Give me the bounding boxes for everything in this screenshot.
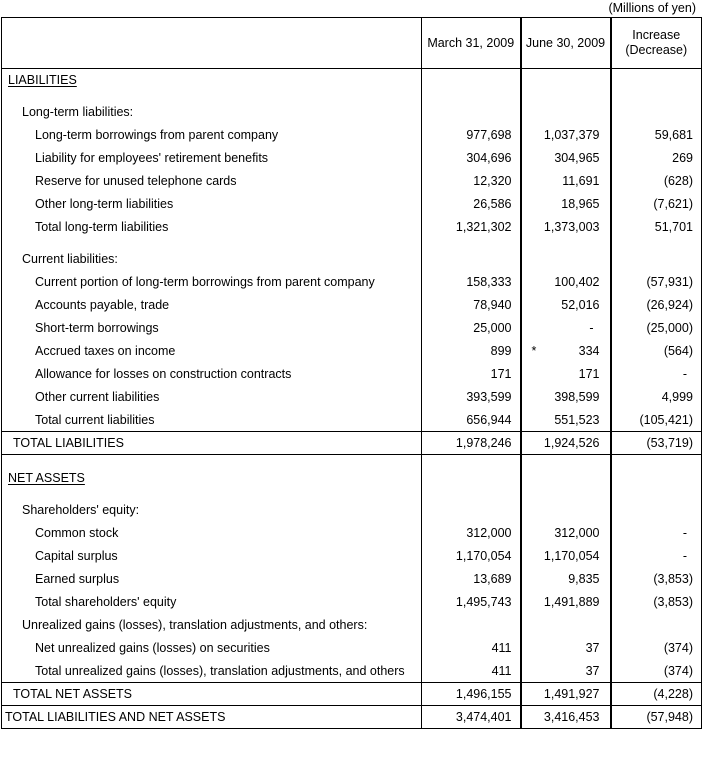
table-row: [2, 614, 702, 637]
cell-march-2009: [422, 614, 521, 637]
cell-june-2009-value: 171: [578, 367, 600, 381]
cell-increase-decrease: [611, 545, 702, 568]
row-label: Other current liabilities: [35, 390, 160, 404]
cell-march-2009: [422, 660, 521, 683]
total-liabilities-and-net-assets-row-increase-decrease-value: (57,948): [646, 710, 693, 724]
row-label-cell: [2, 660, 422, 683]
cell-increase-decrease: [611, 499, 702, 522]
spacer-label: [2, 239, 422, 248]
total-net-assets-row-label: TOTAL NET ASSETS: [13, 687, 133, 701]
cell-june-2009-value: 1,491,889: [543, 595, 600, 609]
cell-march-2009-value: 411: [491, 641, 512, 655]
row-label-cell: [2, 522, 422, 545]
cell-march-2009: [422, 248, 521, 271]
cell-increase-decrease: [611, 660, 702, 683]
cell-march-2009: [422, 193, 521, 216]
cell-june-2009-value: 37: [585, 641, 600, 655]
cell-march-2009: [422, 271, 521, 294]
cell-june-2009: [521, 363, 611, 386]
cell-increase-decrease-value: -: [682, 367, 687, 381]
total-net-assets-row-march-2009-value: 1,496,155: [455, 687, 512, 701]
cell-june-2009-value: 11,691: [562, 174, 600, 188]
total-net-assets-row-increase-decrease: [611, 683, 702, 706]
cell-march-2009: [422, 363, 521, 386]
row-label: Capital surplus: [35, 549, 118, 563]
cell-june-2009-value: * 334: [531, 344, 600, 358]
cell-increase-decrease-value: (3,853): [653, 572, 693, 586]
spacer-mar: [422, 92, 521, 101]
cell-june-2009-value: 1,037,379: [543, 128, 600, 142]
table-row: [2, 216, 702, 239]
spacer-label: [2, 92, 422, 101]
row-label: Accounts payable, trade: [35, 298, 170, 312]
row-label-cell: [2, 499, 422, 522]
cell-increase-decrease: [611, 409, 702, 432]
total-liabilities-row-march-2009: [422, 432, 521, 455]
cell-increase-decrease: [611, 216, 702, 239]
row-label-cell: [2, 216, 422, 239]
total-liabilities-row: [2, 432, 702, 455]
cell-march-2009: [422, 499, 521, 522]
cell-increase-decrease: [611, 101, 702, 124]
cell-increase-decrease-value: (3,853): [653, 595, 693, 609]
spacer-row: [2, 239, 702, 248]
total-liabilities-row-june-2009-value: 1,924,526: [543, 436, 600, 450]
total-liabilities-row-june-2009: [521, 432, 611, 455]
cell-increase-decrease: [611, 317, 702, 340]
units-note: (Millions of yen): [608, 1, 696, 15]
cell-march-2009: [422, 170, 521, 193]
table-row: [2, 568, 702, 591]
total-liabilities-row-march-2009-value: 1,978,246: [455, 436, 512, 450]
row-label: Short-term borrowings: [35, 321, 159, 335]
cell-june-2009: [521, 147, 611, 170]
section-heading-net-assets: [2, 467, 702, 490]
row-label-cell: [2, 147, 422, 170]
table-row: [2, 193, 702, 216]
spacer-jun: [521, 92, 611, 101]
cell-june-2009: [521, 637, 611, 660]
cell-march-2009: [422, 147, 521, 170]
cell-march-2009-value: 312,000: [466, 526, 512, 540]
cell-march-2009: [422, 386, 521, 409]
spacer-row: [2, 92, 702, 101]
section-heading-liabilities-mar: [422, 69, 521, 92]
row-label: Long-term borrowings from parent company: [35, 128, 279, 142]
cell-increase-decrease: [611, 124, 702, 147]
section-heading-liabilities-jun: [521, 69, 611, 92]
total-net-assets-row: [2, 683, 702, 706]
spacer-label: [2, 455, 422, 467]
cell-march-2009: [422, 101, 521, 124]
cell-june-2009: [521, 101, 611, 124]
total-liabilities-and-net-assets-row-label-cell: [2, 706, 422, 729]
footnote-marker-asterisk: *: [531, 344, 537, 358]
table-row: [2, 386, 702, 409]
cell-june-2009: [521, 660, 611, 683]
cell-march-2009-value: 13,689: [473, 572, 512, 586]
cell-june-2009: [521, 409, 611, 432]
cell-increase-decrease-value: -: [682, 549, 687, 563]
cell-june-2009-value: 18,965: [561, 197, 600, 211]
spacer-inc: [611, 455, 702, 467]
row-label-cell: [2, 363, 422, 386]
cell-increase-decrease: [611, 170, 702, 193]
cell-march-2009-value: 171: [490, 367, 512, 381]
spacer-jun: [521, 455, 611, 467]
row-label: Net unrealized gains (losses) on securities: [35, 641, 270, 655]
spacer-mar: [422, 239, 521, 248]
section-heading-liabilities-inc: [611, 69, 702, 92]
cell-march-2009: [422, 545, 521, 568]
cell-march-2009: [422, 568, 521, 591]
total-liabilities-and-net-assets-row: [2, 706, 702, 729]
row-label-cell: [2, 124, 422, 147]
cell-increase-decrease: [611, 386, 702, 409]
cell-june-2009-value: 312,000: [554, 526, 600, 540]
cell-june-2009: [521, 545, 611, 568]
cell-march-2009: [422, 522, 521, 545]
cell-march-2009-value: 656,944: [466, 412, 512, 427]
cell-june-2009-value: 100,402: [554, 275, 600, 289]
row-label-cell: [2, 409, 422, 432]
cell-increase-decrease: [611, 193, 702, 216]
table-row: [2, 271, 702, 294]
table-row: [2, 660, 702, 683]
cell-march-2009-value: 393,599: [466, 390, 512, 404]
row-label: Total unrealized gains (losses), translation adjustments, and others: [35, 663, 405, 678]
header-march-2009: March 31, 2009: [422, 18, 521, 69]
row-label: Long-term liabilities:: [22, 105, 134, 119]
table-row: [2, 545, 702, 568]
row-label: Liability for employees' retirement benefits: [35, 151, 269, 165]
cell-increase-decrease: [611, 363, 702, 386]
row-label-cell: [2, 170, 422, 193]
cell-march-2009-value: 1,321,302: [455, 220, 512, 234]
section-heading-liabilities-cell: [2, 69, 422, 92]
cell-increase-decrease: [611, 568, 702, 591]
row-label-cell: [2, 614, 422, 637]
section-heading-net-assets-text: NET ASSETS: [8, 471, 85, 485]
cell-increase-decrease: [611, 147, 702, 170]
row-label: Reserve for unused telephone cards: [35, 174, 237, 188]
cell-increase-decrease-value: 4,999: [661, 390, 693, 404]
row-label: Current liabilities:: [22, 252, 118, 266]
cell-june-2009: [521, 568, 611, 591]
section-heading-net-assets-inc: [611, 467, 702, 490]
cell-june-2009: [521, 294, 611, 317]
cell-march-2009: [422, 409, 521, 432]
total-net-assets-row-march-2009: [422, 683, 521, 706]
row-label: Accrued taxes on income: [35, 344, 176, 358]
header-increase-decrease: [611, 18, 702, 69]
section-heading-net-assets-jun: [521, 467, 611, 490]
table-row: [2, 499, 702, 522]
table-row: [2, 340, 702, 363]
cell-increase-decrease-value: 59,681: [654, 128, 693, 142]
cell-march-2009-value: 411: [491, 663, 512, 678]
spacer-jun: [521, 490, 611, 499]
cell-march-2009: [422, 637, 521, 660]
cell-increase-decrease-value: (25,000): [646, 321, 693, 335]
cell-june-2009: [521, 193, 611, 216]
row-label-cell: [2, 101, 422, 124]
table-row: [2, 294, 702, 317]
table-header-row: [2, 18, 702, 69]
cell-increase-decrease-value: (628): [663, 174, 693, 188]
cell-june-2009-value: 398,599: [554, 390, 600, 404]
row-label: Unrealized gains (losses), translation adjustments, and others:: [22, 618, 368, 632]
table-row: [2, 317, 702, 340]
cell-march-2009-value: 158,333: [466, 275, 512, 289]
row-label-cell: [2, 637, 422, 660]
cell-march-2009-value: 899: [490, 344, 512, 358]
cell-march-2009: [422, 340, 521, 363]
table-row: [2, 522, 702, 545]
header-increase-line2: (Decrease): [625, 43, 688, 57]
spacer-jun: [521, 239, 611, 248]
total-liabilities-and-net-assets-row-label: TOTAL LIABILITIES AND NET ASSETS: [5, 710, 226, 724]
cell-june-2009: [521, 248, 611, 271]
row-label-cell: [2, 340, 422, 363]
cell-june-2009-value: -: [589, 321, 594, 335]
row-label: Shareholders' equity:: [22, 503, 140, 517]
table-row: [2, 170, 702, 193]
section-heading-net-assets-cell: [2, 467, 422, 490]
total-net-assets-row-june-2009-value: 1,491,927: [543, 687, 600, 701]
cell-june-2009: [521, 216, 611, 239]
cell-june-2009: [521, 271, 611, 294]
spacer-inc: [611, 490, 702, 499]
row-label-cell: [2, 193, 422, 216]
cell-june-2009: [521, 386, 611, 409]
cell-increase-decrease: [611, 614, 702, 637]
total-liabilities-and-net-assets-row-june-2009-value: 3,416,453: [543, 710, 600, 724]
table-row: [2, 363, 702, 386]
total-net-assets-row-increase-decrease-value: (4,228): [653, 687, 693, 701]
cell-increase-decrease-value: 269: [672, 151, 693, 165]
cell-increase-decrease-value: (374): [663, 641, 693, 655]
cell-march-2009: [422, 216, 521, 239]
cell-increase-decrease-value: (7,621): [653, 197, 693, 211]
total-liabilities-row-increase-decrease: [611, 432, 702, 455]
cell-increase-decrease: [611, 522, 702, 545]
cell-increase-decrease-value: (564): [663, 344, 693, 358]
spacer-mar: [422, 490, 521, 499]
row-label: Allowance for losses on construction contracts: [35, 367, 292, 381]
table-row: [2, 591, 702, 614]
cell-june-2009: [521, 124, 611, 147]
table-row: [2, 409, 702, 432]
spacer-row: [2, 490, 702, 499]
row-label: Total long-term liabilities: [35, 220, 169, 234]
header-june-2009: June 30, 2009: [521, 18, 611, 69]
cell-increase-decrease: [611, 340, 702, 363]
cell-increase-decrease-value: 51,701: [654, 220, 693, 234]
row-label-cell: [2, 568, 422, 591]
header-increase-line1: Increase: [632, 28, 681, 42]
cell-increase-decrease: [611, 591, 702, 614]
cell-june-2009-value: 551,523: [554, 412, 600, 427]
spacer-inc: [611, 239, 702, 248]
cell-increase-decrease: [611, 248, 702, 271]
total-net-assets-row-june-2009: [521, 683, 611, 706]
cell-june-2009-value: 9,835: [568, 572, 600, 586]
row-label: Current portion of long-term borrowings from parent company: [35, 275, 375, 289]
cell-june-2009: [521, 522, 611, 545]
table-row: [2, 637, 702, 660]
row-label-cell: [2, 271, 422, 294]
cell-march-2009-value: 1,495,743: [455, 595, 512, 609]
total-liabilities-and-net-assets-row-june-2009: [521, 706, 611, 729]
cell-march-2009-value: 12,320: [473, 174, 512, 188]
cell-increase-decrease-value: (57,931): [646, 275, 693, 289]
cell-march-2009-value: 26,586: [473, 197, 512, 211]
cell-increase-decrease-value: (105,421): [639, 412, 693, 427]
cell-march-2009: [422, 591, 521, 614]
cell-increase-decrease: [611, 294, 702, 317]
cell-june-2009: [521, 614, 611, 637]
cell-march-2009-value: 304,696: [466, 151, 512, 165]
total-liabilities-row-label: TOTAL LIABILITIES: [13, 436, 124, 450]
section-heading-liabilities: [2, 69, 702, 92]
row-label-cell: [2, 317, 422, 340]
cell-june-2009: [521, 499, 611, 522]
cell-increase-decrease-value: (26,924): [646, 298, 693, 312]
row-label-cell: [2, 386, 422, 409]
section-heading-liabilities-text: LIABILITIES: [8, 73, 77, 88]
spacer-mar: [422, 455, 521, 467]
cell-june-2009-value: 1,170,054: [543, 549, 600, 563]
cell-march-2009: [422, 124, 521, 147]
cell-increase-decrease-value: -: [682, 526, 687, 540]
total-net-assets-row-label-cell: [2, 683, 422, 706]
cell-march-2009-value: 78,940: [473, 298, 512, 312]
cell-increase-decrease: [611, 271, 702, 294]
cell-june-2009: [521, 591, 611, 614]
cell-june-2009-value: 52,016: [561, 298, 600, 312]
cell-march-2009-value: 25,000: [473, 321, 512, 335]
total-liabilities-row-increase-decrease-value: (53,719): [646, 436, 693, 450]
table-row: [2, 147, 702, 170]
cell-june-2009: [521, 317, 611, 340]
table-row: [2, 248, 702, 271]
cell-june-2009: [521, 340, 611, 363]
row-label-cell: [2, 591, 422, 614]
total-liabilities-row-label-cell: [2, 432, 422, 455]
cell-increase-decrease: [611, 637, 702, 660]
cell-june-2009-value: 304,965: [554, 151, 600, 165]
cell-march-2009: [422, 317, 521, 340]
row-label: Earned surplus: [35, 572, 120, 586]
row-label: Other long-term liabilities: [35, 197, 174, 211]
total-liabilities-and-net-assets-row-march-2009-value: 3,474,401: [455, 710, 512, 724]
row-label: Common stock: [35, 526, 119, 540]
row-label: Total current liabilities: [35, 412, 155, 427]
cell-march-2009: [422, 294, 521, 317]
row-label-cell: [2, 248, 422, 271]
table-row: [2, 124, 702, 147]
spacer-row: [2, 455, 702, 467]
row-label-cell: [2, 294, 422, 317]
total-liabilities-and-net-assets-row-increase-decrease: [611, 706, 702, 729]
table-row: [2, 101, 702, 124]
cell-march-2009-value: 977,698: [466, 128, 512, 142]
row-label: Total shareholders' equity: [35, 595, 177, 609]
cell-june-2009-value: 37: [585, 663, 600, 678]
spacer-inc: [611, 92, 702, 101]
liabilities-and-net-assets-table: [1, 17, 702, 729]
section-heading-net-assets-mar: [422, 467, 521, 490]
row-label-cell: [2, 545, 422, 568]
cell-june-2009-value: 1,373,003: [543, 220, 600, 234]
table-body: [2, 18, 702, 729]
header-label-cell: [2, 18, 422, 69]
cell-march-2009-value: 1,170,054: [455, 549, 512, 563]
total-liabilities-and-net-assets-row-march-2009: [422, 706, 521, 729]
cell-june-2009: [521, 170, 611, 193]
cell-increase-decrease-value: (374): [663, 663, 693, 678]
spacer-label: [2, 490, 422, 499]
